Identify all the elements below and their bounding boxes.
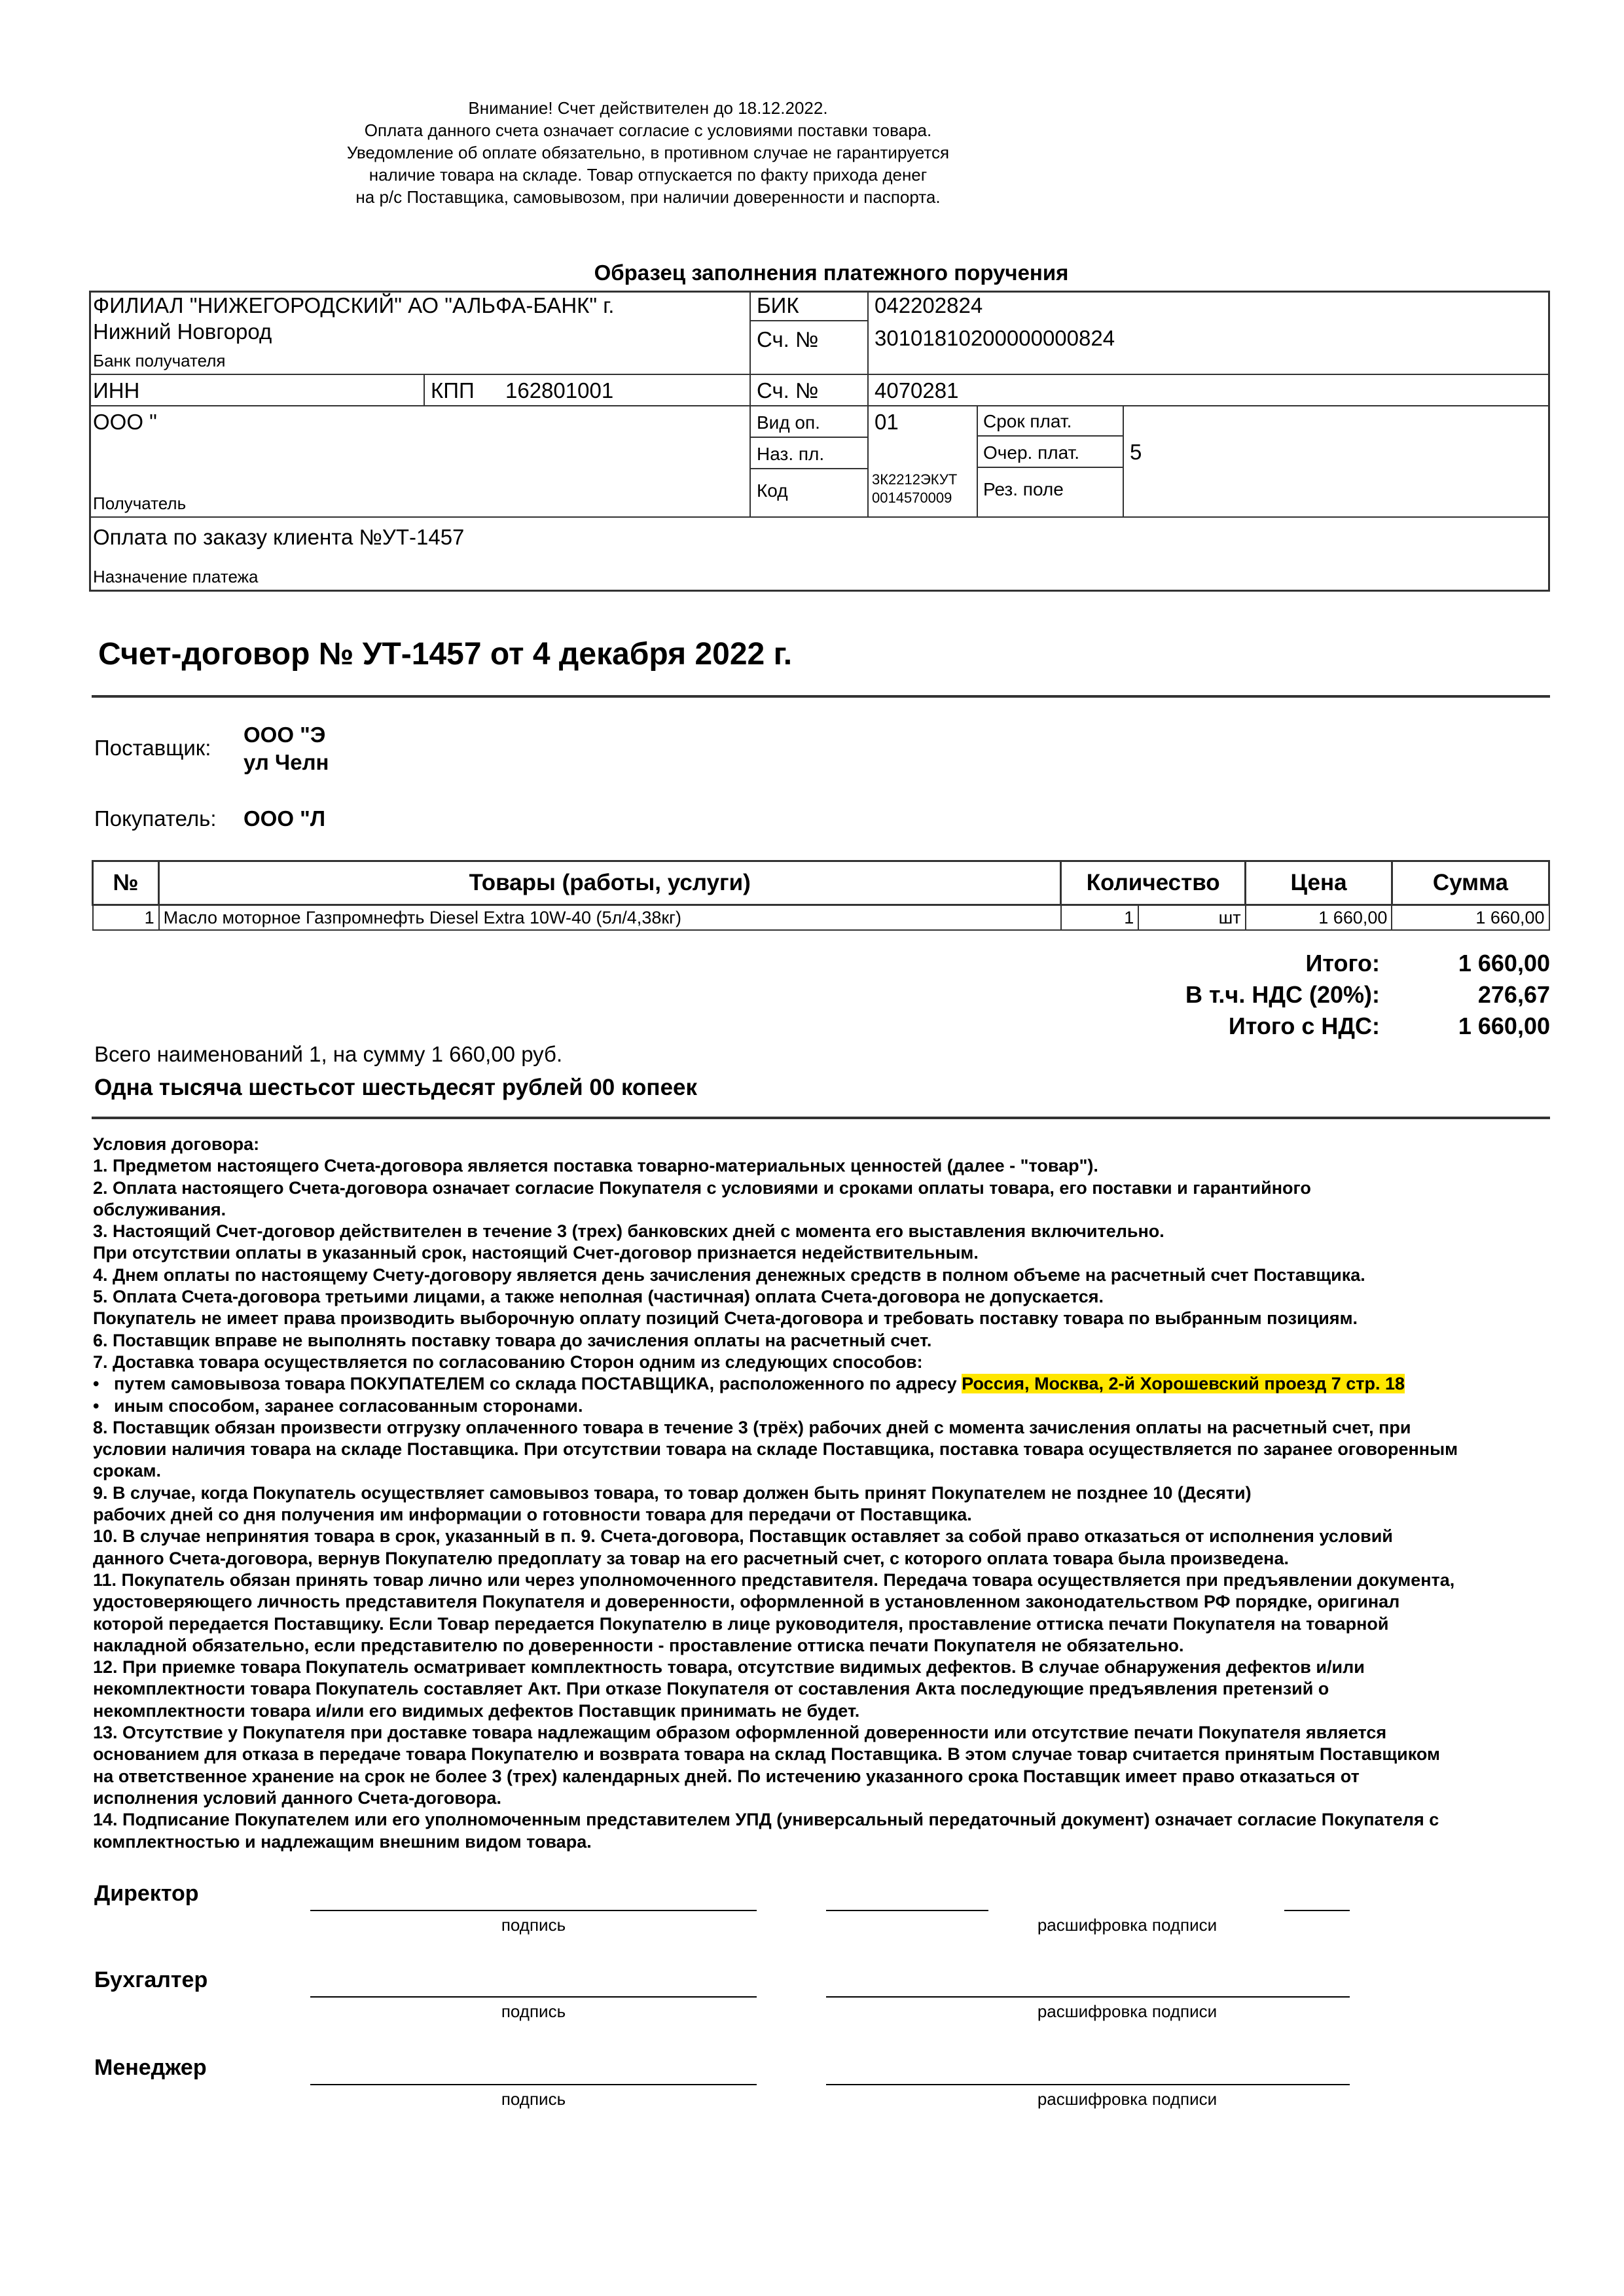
payment-purpose: Оплата по заказу клиента №УТ-1457 [93, 525, 465, 549]
condition-line: условии наличия товара на складе Поставщика. При отсутствии товара на складе Поставщика, поставка товара осуществляется по заранее оговоренным [93, 1439, 1458, 1460]
conditions-heading: Условия договора: [93, 1134, 260, 1154]
contract-conditions [93, 1134, 1557, 1853]
vat-value: 276,67 [1477, 981, 1550, 1008]
kpp-value: 162801001 [505, 378, 614, 403]
corr-account-label: Сч. № [757, 327, 819, 351]
bank-city: Нижний Новгород [93, 319, 272, 344]
condition-line: комплектностью и надлежащим внешним видом товара. [93, 1831, 592, 1852]
inn-label: ИНН [93, 378, 140, 403]
account-label: Сч. № [757, 378, 819, 403]
invoice-title: Счет-договор № УТ-1457 от 4 декабря 2022 г. [98, 637, 793, 672]
accountant-decode-line [826, 1996, 1350, 1998]
buyer-name: ООО "Л [244, 806, 325, 831]
condition-line: срокам. [93, 1461, 162, 1481]
totals-block [922, 948, 1550, 1042]
condition-line: Покупатель не имеет права производить выборочную оплату позиций Счета-договора и требовать поставку товара по выбранным позициям. [93, 1308, 1358, 1329]
warehouse-address: Россия, Москва, 2-й Хорошевский проезд 7 стр. 18 [962, 1374, 1405, 1394]
condition-line: обслуживания. [93, 1199, 226, 1219]
items-count-line: Всего наименований 1, на сумму 1 660,00 руб. [94, 1042, 563, 1066]
kod-value-line2: 0014570009 [872, 490, 952, 506]
notice-line: наличие товара на складе. Товар отпускается по факту прихода денег [369, 165, 928, 185]
accountant-label: Бухгалтер [94, 1967, 208, 1992]
validity-notice [236, 97, 1060, 208]
table-row [93, 905, 1549, 931]
condition-line: которой передается Поставщику. Если Товар передается Покупателю в лице руководителя, проставление оттиска печати Покупателя на товарной [93, 1613, 1389, 1634]
condition-line: на ответственное хранение на срок не более 3 (трех) календарных дней. По истечению указанного срока Поставщик имеет право отказаться от [93, 1766, 1360, 1786]
buyer-label: Покупатель: [94, 806, 217, 831]
row-qty: 1 [1061, 905, 1139, 931]
pickup-bullet-text: • путем самовывоза товара ПОКУПАТЕЛЕМ со склада ПОСТАВЩИКА, расположенного по адресу [93, 1374, 962, 1394]
col-qty-header: Количество [1061, 861, 1246, 905]
condition-line: основанием для отказа в передаче товара Покупателю и возврата товара на склад Поставщика. В этом случае товар считается принятым Поставщиком [93, 1744, 1440, 1765]
account-value: 4070281 [875, 378, 959, 403]
condition-line: 11. Покупатель обязан принять товар лично или через уполномоченного представителя. Передача товара осуществляется при предъявлении документа, [93, 1570, 1455, 1590]
bik-label: БИК [757, 293, 799, 317]
condition-line: 13. Отсутствие у Покупателя при доставке товара надлежащим образом оформленной доверенности или отсутствие печати Покупателя является [93, 1723, 1387, 1743]
condition-line: 12. При приемке товара Покупатель осматривает комплектность товара, отсутствие видимых дефектов. В случае обнаружения дефектов и/или [93, 1657, 1365, 1677]
condition-line: исполнения условий данного Счета-договора. [93, 1787, 501, 1808]
goods-table [92, 860, 1550, 931]
condition-line: 7. Доставка товара осуществляется по согласованию Сторон одним из следующих способов: [93, 1352, 923, 1372]
director-decode-line-end [1284, 1910, 1350, 1911]
vat-label: В т.ч. НДС (20%): [1185, 981, 1380, 1008]
notice-line: Уведомление об оплате обязательно, в противном случае не гарантируется [346, 143, 950, 162]
director-signature-line [310, 1910, 757, 1911]
notice-line: Внимание! Счет действителен до 18.12.2022. [468, 98, 828, 118]
srok-label: Срок плат. [983, 411, 1072, 431]
recipient-caption: Получатель [93, 493, 187, 513]
col-price-header: Цена [1246, 861, 1392, 905]
kpp-label: КПП [431, 378, 475, 403]
decode-caption: расшифровка подписи [1037, 2001, 1218, 2021]
manager-label: Менеджер [94, 2055, 207, 2080]
col-num-header: № [93, 861, 159, 905]
supplier-name: ООО "Э [244, 723, 326, 747]
grand-total-label: Итого с НДС: [1228, 1013, 1380, 1039]
supplier-label: Поставщик: [94, 736, 211, 760]
kod-label: Код [757, 480, 788, 501]
divider [92, 1117, 1550, 1119]
director-label: Директор [94, 1881, 199, 1906]
condition-line: 8. Поставщик обязан произвести отгрузку оплаченного товара в течение 3 (трёх) рабочих дней с момента зачисления оплаты на расчетный счет, при [93, 1417, 1411, 1437]
notice-line: Оплата данного счета означает согласие с условиями поставки товара. [364, 120, 932, 140]
sign-caption: подпись [501, 2089, 566, 2109]
condition-line: удостоверяющего личность представителя Покупателя и доверенности, оформленной в установленном законодательством РФ порядке, оригинал [93, 1592, 1400, 1612]
condition-line: накладной обязательно, если представителю по доверенности - проставление оттиска печати Покупателя не обязательно. [93, 1635, 1184, 1655]
condition-line: 10. В случае непринятия товара в срок, указанный в п. 9. Счета-договора, Поставщик оставляет за собой право отказаться от исполнения условий [93, 1526, 1393, 1547]
row-unit: шт [1138, 905, 1245, 931]
vid-op-value: 01 [875, 410, 899, 434]
rez-label: Рез. поле [983, 479, 1064, 499]
total-value: 1 660,00 [1458, 950, 1550, 977]
ocher-label: Очер. плат. [983, 442, 1080, 463]
condition-line: 2. Оплата настоящего Счета-договора означает согласие Покупателя с условиями и сроками оплаты товара, его поставки и гарантийного [93, 1177, 1311, 1198]
decode-caption: расшифровка подписи [1037, 1915, 1218, 1935]
condition-line: 1. Предметом настоящего Счета-договора является поставка товарно-материальных ценностей (далее - "товар"). [93, 1156, 1098, 1176]
total-label: Итого: [1305, 950, 1380, 977]
condition-line: 4. Днем оплаты по настоящему Счету-договору является день зачисления денежных средств в полном объеме на расчетный счет Поставщика. [93, 1265, 1365, 1285]
bank-name: ФИЛИАЛ "НИЖЕГОРОДСКИЙ" АО "АЛЬФА-БАНК" г. [93, 293, 615, 317]
condition-line: 14. Подписание Покупателем или его уполномоченным представителем УПД (универсальный передаточный документ) означает согласие Покупателя с [93, 1810, 1439, 1830]
grand-total-value: 1 660,00 [1458, 1013, 1550, 1039]
kod-value-line1: 3К2212ЭКУТ [872, 471, 958, 488]
condition-line: 9. В случае, когда Покупатель осуществляет самовывоз товара, то товар должен быть принят Покупателем не позднее 10 (Десяти) [93, 1482, 1252, 1503]
col-sum-header: Сумма [1392, 861, 1549, 905]
condition-line: 6. Поставщик вправе не выполнять поставку товара до зачисления оплаты на расчетный счет. [93, 1330, 932, 1350]
row-name: Масло моторное Газпромнефть Diesel Extra 10W-40 (5л/4,38кг) [159, 905, 1061, 931]
ocher-value: 5 [1130, 440, 1142, 464]
recipient-name: ООО " [93, 410, 157, 434]
condition-line [93, 1373, 1557, 1395]
bank-caption: Банк получателя [93, 351, 226, 370]
table-header-row [93, 861, 1549, 905]
manager-decode-line [826, 2084, 1350, 2085]
sign-caption: подпись [501, 1915, 566, 1935]
condition-line: некомплектности товара и/или его видимых дефектов Поставщик принимать не будет. [93, 1700, 860, 1721]
condition-line: • иным способом, заранее согласованным сторонами. [93, 1395, 583, 1416]
condition-line: данного Счета-договора, вернув Покупателю предоплату за товар на его расчетный счет, с которого оплата товара была произведена. [93, 1548, 1289, 1568]
notice-line: на р/с Поставщика, самовывозом, при наличии доверенности и паспорта. [355, 187, 941, 207]
payment-order-form [89, 291, 1550, 592]
corr-account-value: 30101810200000000824 [875, 326, 1115, 350]
col-name-header: Товары (работы, услуги) [159, 861, 1061, 905]
row-num: 1 [93, 905, 159, 931]
row-price: 1 660,00 [1246, 905, 1392, 931]
director-decode-line [826, 1910, 988, 1911]
condition-line: рабочих дней со дня получения им информации о готовности товара для передачи от Поставщика. [93, 1505, 972, 1525]
payment-order-title: Образец заполнения платежного поручения [594, 260, 1069, 285]
accountant-signature-line [310, 1996, 757, 1998]
purpose-caption: Назначение платежа [93, 567, 259, 586]
amount-in-words: Одна тысяча шестьсот шестьдесят рублей 00 копеек [94, 1075, 698, 1100]
supplier-address: ул Челн [244, 750, 329, 774]
condition-line: некомплектности товара Покупатель составляет Акт. При отказе Покупателя от составления Акта последующие предъявления претензий о [93, 1679, 1329, 1699]
bik-value: 042202824 [875, 293, 983, 317]
row-sum: 1 660,00 [1392, 905, 1549, 931]
divider [92, 695, 1550, 698]
naz-pl-label: Наз. пл. [757, 444, 825, 464]
condition-line: При отсутствии оплаты в указанный срок, настоящий Счет-договор признается недействительным. [93, 1243, 979, 1263]
condition-line: 3. Настоящий Счет-договор действителен в течение 3 (трех) банковских дней с момента его выставления включительно. [93, 1221, 1164, 1242]
decode-caption: расшифровка подписи [1037, 2089, 1218, 2109]
manager-signature-line [310, 2084, 757, 2085]
vid-op-label: Вид оп. [757, 412, 820, 433]
sign-caption: подпись [501, 2001, 566, 2021]
condition-line: 5. Оплата Счета-договора третьими лицами, а также неполная (частичная) оплата Счета-договора не допускается. [93, 1287, 1104, 1307]
